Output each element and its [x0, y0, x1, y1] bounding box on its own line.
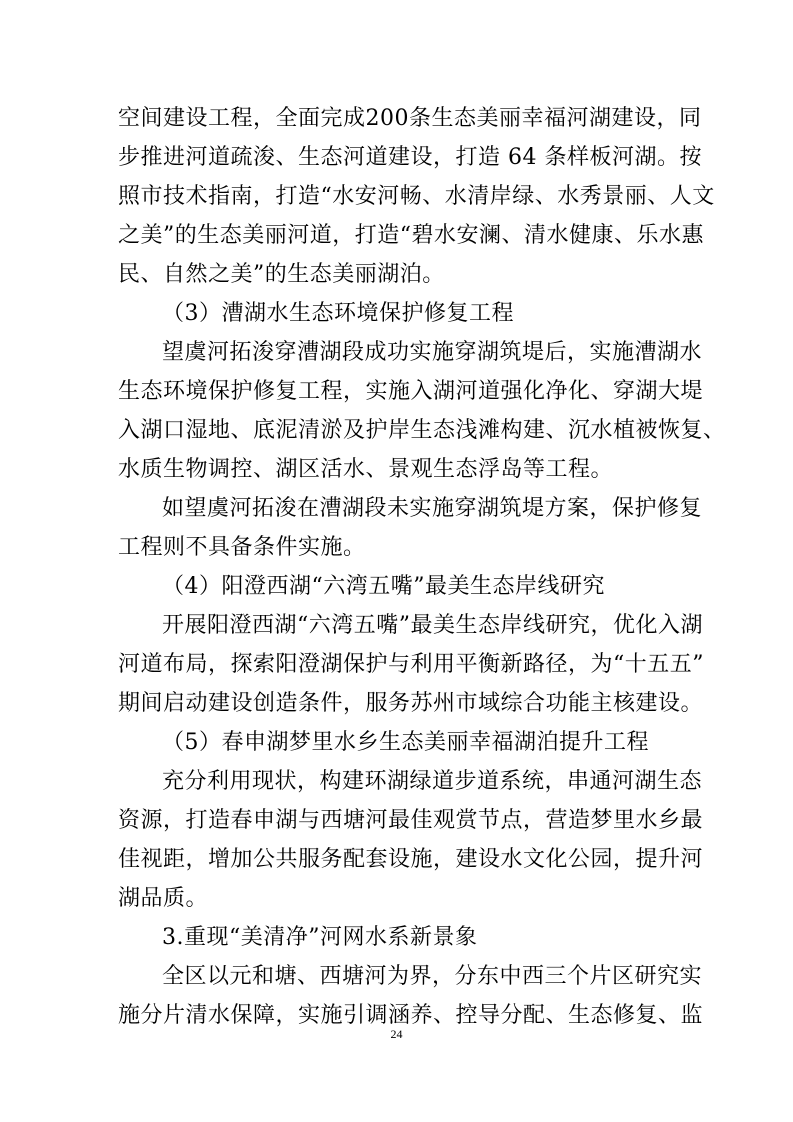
body-text-line: 充分利用现状，构建环湖绿道步道系统，串通河湖生态 — [162, 769, 703, 794]
body-text-line: 水质生物调控、湖区活水、景观生态浮岛等工程。 — [118, 457, 614, 482]
body-text-line: 生态环境保护修复工程，实施入湖河道强化净化、穿湖大堤 — [118, 379, 704, 404]
section-heading: （5）春申湖梦里水乡生态美丽幸福湖泊提升工程 — [162, 730, 649, 755]
section-heading: （4）阳澄西湖“六湾五嘴”最美生态岸线研究 — [162, 574, 605, 599]
body-text-line: 湖品质。 — [118, 886, 209, 911]
body-text-line: 如望虞河拓浚在漕湖段未实施穿湖筑堤方案，保护修复 — [162, 496, 703, 521]
body-text-line: 佳视距，增加公共服务配套设施，建设水文化公园，提升河 — [118, 847, 704, 872]
body-text-line: 望虞河拓浚穿漕湖段成功实施穿湖筑堤后，实施漕湖水 — [162, 340, 703, 365]
body-text-line: 开展阳澄西湖“六湾五嘴”最美生态岸线研究，优化入湖 — [162, 613, 703, 638]
body-text-line: 空间建设工程，全面完成200条生态美丽幸福河湖建设，同 — [118, 106, 702, 131]
page-number: 24 — [390, 1027, 403, 1041]
body-text-line: 民、自然之美”的生态美丽湖泊。 — [118, 262, 445, 287]
body-text-line: 步推进河道疏浚、生态河道建设，打造 64 条样板河湖。按 — [118, 145, 702, 170]
body-text-line: 照市技术指南，打造“水安河畅、水清岸绿、水秀景丽、人文 — [118, 184, 715, 209]
body-text-line: 河道布局，探索阳澄湖保护与利用平衡新路径，为“十五五” — [118, 652, 704, 677]
body-text-line: 施分片清水保障，实施引调涵养、控导分配、生态修复、监 — [118, 1003, 704, 1028]
body-text-line: 资源，打造春申湖与西塘河最佳观赏节点，营造梦里水乡最 — [118, 808, 704, 833]
body-text-line: 工程则不具备条件实施。 — [118, 535, 366, 560]
section-heading: 3.重现“美清净”河网水系新景象 — [162, 925, 478, 950]
body-text-line: 入湖口湿地、底泥清淤及护岸生态浅滩构建、沉水植被恢复、 — [118, 418, 726, 443]
body-text-line: 全区以元和塘、西塘河为界，分东中西三个片区研究实 — [162, 964, 703, 989]
body-text-line: 期间启动建设创造条件，服务苏州市域综合功能主核建设。 — [118, 691, 704, 716]
section-heading: （3）漕湖水生态环境保护修复工程 — [162, 301, 514, 326]
body-text-line: 之美”的生态美丽河道，打造“碧水安澜、清水健康、乐水惠 — [118, 223, 704, 248]
